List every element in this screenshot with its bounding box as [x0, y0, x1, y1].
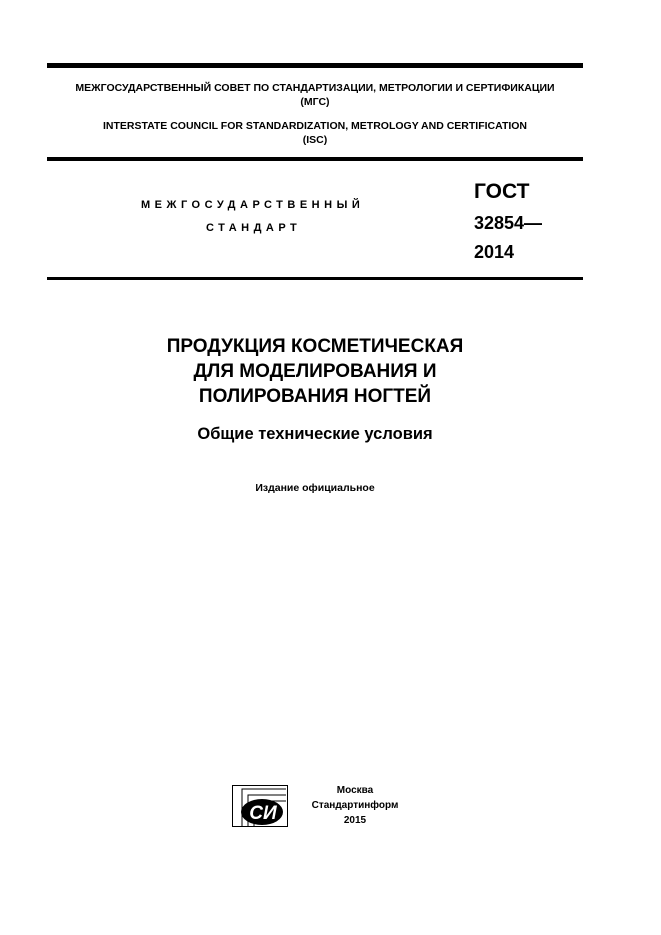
document-title-line3: ПОЛИРОВАНИЯ НОГТЕЙ: [198, 386, 432, 407]
council-name-ru: [47, 81, 583, 109]
edition-label: Издание официальное: [255, 482, 375, 494]
council-name-ru-line1: МЕЖГОСУДАРСТВЕННЫЙ СОВЕТ ПО СТАНДАРТИЗАЦИИ, МЕТРОЛОГИИ И СЕРТИФИКАЦИИ: [75, 82, 555, 94]
publisher-city: Москва: [336, 785, 374, 796]
publisher-name: Стандартинформ: [311, 800, 399, 811]
document-title-line1: ПРОДУКЦИЯ КОСМЕТИЧЕСКАЯ: [166, 336, 464, 357]
gost-number: 32854—: [474, 213, 543, 233]
publication-year: 2015: [343, 815, 367, 826]
logo-letters: СИ: [249, 803, 277, 824]
council-abbr-ru: (МГС): [300, 96, 330, 108]
standard-kind-line2: СТАНДАРТ: [206, 222, 302, 234]
publisher-block: [300, 783, 410, 828]
designation-bottom-rule: [47, 277, 583, 280]
standartinform-logo: [232, 785, 288, 827]
document-title-line2: ДЛЯ МОДЕЛИРОВАНИЯ И: [193, 361, 437, 382]
gost-year: 2014: [474, 242, 515, 262]
document-title: [0, 334, 630, 409]
document-subtitle: Общие технические условия: [197, 425, 433, 443]
gost-prefix: ГОСТ: [474, 180, 530, 203]
council-abbr-en: (ISC): [302, 134, 328, 146]
standard-kind-line1: МЕЖГОСУДАРСТВЕННЫЙ: [141, 199, 365, 211]
top-rule: [47, 63, 583, 68]
council-name-en: [47, 119, 583, 147]
council-name-en-line1: INTERSTATE COUNCIL FOR STANDARDIZATION, METROLOGY AND CERTIFICATION: [102, 120, 528, 132]
council-bottom-rule: [47, 157, 583, 161]
